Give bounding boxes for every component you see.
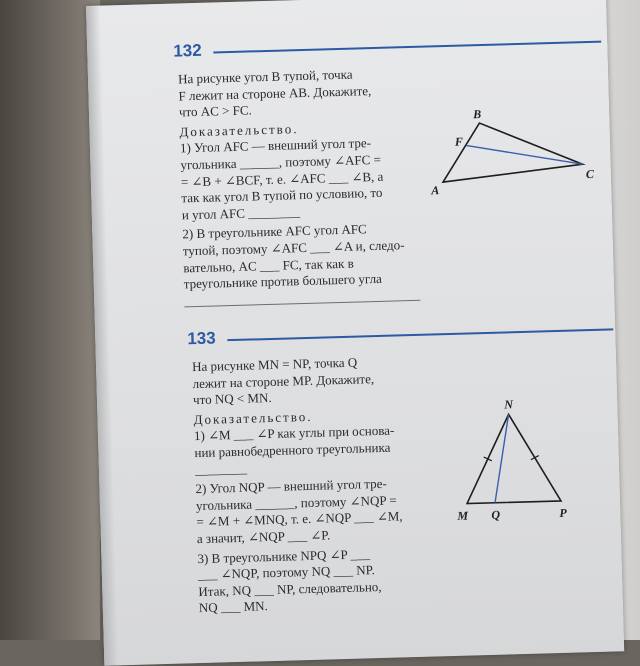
p133-line-5: 1) ∠M ___ ∠P как углы при основа- (193, 422, 395, 444)
problem-132-text (178, 65, 406, 293)
p132-line-8: так как угол B тупой по условию, то (181, 184, 383, 206)
p132-proof-heading: Доказательство. (179, 120, 299, 140)
workbook-page (86, 0, 624, 666)
p133-line-13: ___ ∠NQP, поэтому NQ ___ NP. (197, 562, 375, 583)
p132-answer-line (184, 300, 420, 308)
p132-line-12: вательно, AC ___ FC, так как в (183, 255, 354, 275)
p132-line-7: = ∠B + ∠BCF, т. е. ∠AFC ___ ∠B, а (180, 168, 384, 189)
p133-line-15: NQ ___ MN. (198, 598, 269, 616)
figure-triangle-mnp (452, 397, 575, 523)
p133-line-7: ________ (194, 460, 248, 477)
p132-line-5: 1) Угол AFC — внешний угол тре- (179, 135, 372, 156)
problem-133-text (192, 353, 405, 617)
p133-line-1: На рисунке MN = NP, точка Q (191, 354, 358, 375)
p132-line-9: и угол AFC ________ (181, 203, 301, 223)
problem-132-rule (213, 41, 601, 54)
label-f: F (454, 134, 464, 149)
p133-proof-heading: Доказательство. (193, 408, 313, 427)
p133-line-10: = ∠M + ∠MNQ, т. е. ∠NQP ___ ∠M, (196, 508, 403, 530)
book-left-shadow (0, 0, 100, 640)
p133-line-6: нии равнобедренного треугольника (194, 439, 391, 461)
p132-line-3: что AC > FC. (178, 102, 253, 120)
label-m: M (457, 508, 469, 523)
p133-line-14: Итак, NQ ___ NP, следовательно, (198, 578, 382, 599)
p133-line-3: что NQ < MN. (192, 390, 272, 408)
problem-133-number: 133 (187, 328, 216, 349)
label-n: N (504, 397, 514, 412)
label-c: C (585, 166, 595, 182)
label-p: P (559, 505, 567, 520)
p132-line-10: 2) В треугольнике AFC угол AFC (182, 221, 367, 242)
p132-line-11: тупой, поэтому ∠AFC ___ ∠A и, следо- (182, 237, 405, 259)
label-a: A (431, 183, 440, 198)
p133-line-11: а значит, ∠NQP ___ ∠P. (196, 527, 331, 547)
p133-line-2: лежит на стороне MP. Докажите, (192, 370, 375, 391)
p133-line-8: 2) Угол NQP — внешний угол тре- (195, 475, 387, 497)
p132-line-2: F лежит на стороне AB. Докажите, (178, 82, 372, 104)
label-b: B (472, 107, 482, 122)
p133-line-9: угольника ______, поэтому ∠NQP = (195, 492, 397, 513)
problem-133-rule (227, 328, 613, 341)
p132-line-6: угольника ______, поэтому ∠AFC = (180, 151, 382, 173)
p132-line-13: треугольнике против большего угла (183, 270, 383, 292)
p133-line-12: 3) В треугольнике NPQ ∠P ___ (197, 545, 371, 566)
label-q: Q (491, 507, 501, 522)
figure-triangle-abc (429, 107, 601, 198)
p132-line-1: На рисунке угол B тупой, точка (177, 66, 353, 87)
problem-132-number: 132 (173, 40, 202, 61)
